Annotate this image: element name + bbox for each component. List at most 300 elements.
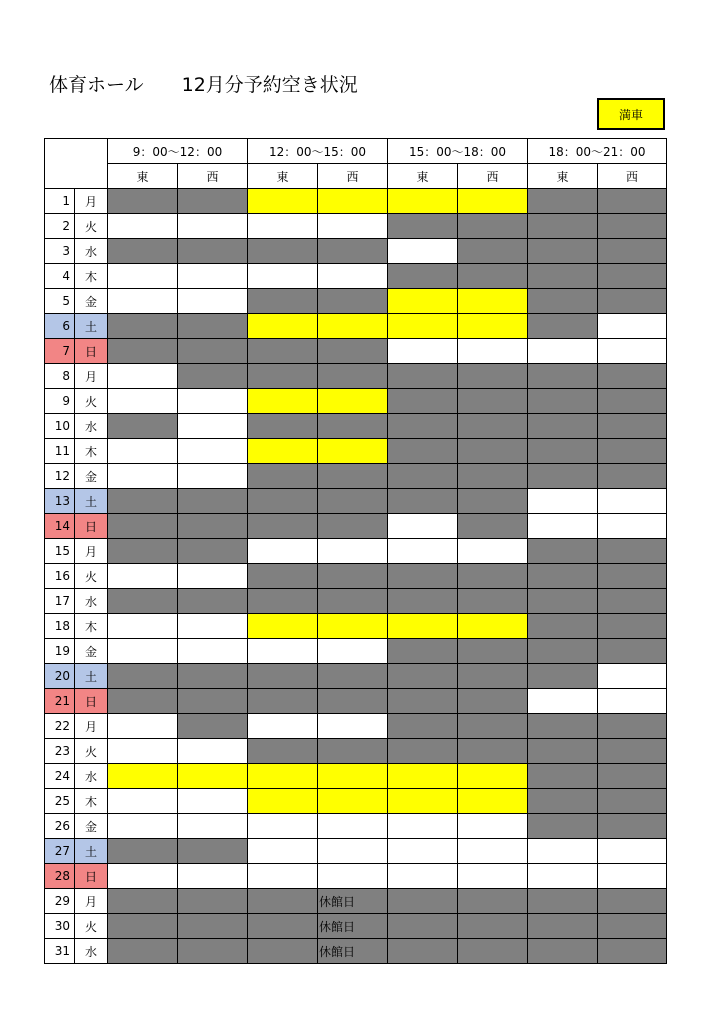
- slot-cell: [318, 464, 388, 489]
- slot-cell: [458, 839, 528, 864]
- slot-cell: [108, 239, 178, 264]
- slot-cell: [388, 414, 458, 439]
- slot-cell: [108, 789, 178, 814]
- slot-cell: [178, 939, 248, 964]
- weekday-cell: 土: [75, 489, 108, 514]
- weekday-cell: 月: [75, 714, 108, 739]
- slot-cell: [388, 489, 458, 514]
- table-row: [45, 664, 667, 689]
- slot-cell: [248, 939, 318, 964]
- slot-cell: [458, 389, 528, 414]
- slot-cell: [248, 489, 318, 514]
- slot-cell: [598, 589, 667, 614]
- slot-cell: [248, 314, 318, 339]
- time-slot-header: 18：00～21：00: [528, 139, 667, 164]
- table-row: [45, 439, 667, 464]
- slot-cell: [178, 489, 248, 514]
- weekday-cell: 木: [75, 264, 108, 289]
- slot-cell: [248, 789, 318, 814]
- slot-cell: [108, 664, 178, 689]
- slot-cell: [528, 314, 598, 339]
- table-row: [45, 539, 667, 564]
- slot-cell: [318, 314, 388, 339]
- side-header: 西: [178, 164, 248, 189]
- weekday-cell: 金: [75, 814, 108, 839]
- slot-cell: [598, 389, 667, 414]
- table-row: [45, 339, 667, 364]
- slot-cell: [248, 364, 318, 389]
- slot-cell: [318, 239, 388, 264]
- table-row: [45, 914, 667, 939]
- slot-cell: [178, 714, 248, 739]
- slot-cell: [318, 289, 388, 314]
- day-number-cell: 22: [45, 714, 75, 739]
- slot-cell: [318, 914, 388, 939]
- slot-cell: [178, 464, 248, 489]
- slot-cell: [178, 914, 248, 939]
- slot-cell: [528, 714, 598, 739]
- weekday-cell: 金: [75, 289, 108, 314]
- weekday-cell: 日: [75, 689, 108, 714]
- slot-cell: [528, 439, 598, 464]
- slot-cell: [108, 314, 178, 339]
- slot-cell: [248, 539, 318, 564]
- slot-cell: [248, 239, 318, 264]
- slot-cell: [248, 414, 318, 439]
- slot-cell: [388, 864, 458, 889]
- slot-cell: [318, 889, 388, 914]
- slot-cell: [528, 414, 598, 439]
- slot-cell: [108, 614, 178, 639]
- slot-cell: [598, 439, 667, 464]
- slot-cell: [178, 839, 248, 864]
- slot-cell: [248, 389, 318, 414]
- slot-cell: [458, 289, 528, 314]
- slot-cell: [178, 889, 248, 914]
- slot-cell: [178, 639, 248, 664]
- slot-cell: [318, 214, 388, 239]
- slot-cell: [598, 339, 667, 364]
- table-row: [45, 364, 667, 389]
- weekday-cell: 火: [75, 389, 108, 414]
- table-row: [45, 564, 667, 589]
- slot-cell: [458, 264, 528, 289]
- slot-cell: [178, 189, 248, 214]
- day-number-cell: 27: [45, 839, 75, 864]
- day-number-cell: 10: [45, 414, 75, 439]
- table-row: [45, 264, 667, 289]
- slot-cell: [108, 814, 178, 839]
- slot-cell: [388, 264, 458, 289]
- slot-cell: [458, 814, 528, 839]
- slot-cell: [248, 764, 318, 789]
- slot-cell: [388, 464, 458, 489]
- slot-cell: [598, 364, 667, 389]
- slot-cell: [388, 389, 458, 414]
- slot-cell: [108, 414, 178, 439]
- slot-cell: [178, 564, 248, 589]
- slot-cell: [528, 839, 598, 864]
- slot-cell: [528, 864, 598, 889]
- slot-cell: [528, 364, 598, 389]
- reservation-table: [44, 138, 667, 964]
- slot-cell: [108, 489, 178, 514]
- slot-cell: [598, 639, 667, 664]
- slot-cell: [318, 439, 388, 464]
- slot-cell: [248, 514, 318, 539]
- slot-cell: [598, 864, 667, 889]
- slot-cell: [598, 789, 667, 814]
- slot-cell: [108, 514, 178, 539]
- slot-cell: [528, 614, 598, 639]
- slot-cell: [178, 864, 248, 889]
- table-row: [45, 239, 667, 264]
- slot-cell: [248, 439, 318, 464]
- slot-cell: [598, 739, 667, 764]
- day-number-cell: 24: [45, 764, 75, 789]
- slot-cell: [388, 514, 458, 539]
- slot-cell: [318, 714, 388, 739]
- slot-cell: [248, 664, 318, 689]
- side-header: 東: [528, 164, 598, 189]
- slot-cell: [528, 689, 598, 714]
- slot-cell: [528, 939, 598, 964]
- slot-cell: [388, 789, 458, 814]
- day-number-cell: 1: [45, 189, 75, 214]
- slot-cell: [178, 214, 248, 239]
- slot-cell: [108, 214, 178, 239]
- slot-cell: [318, 364, 388, 389]
- slot-cell: [528, 539, 598, 564]
- weekday-cell: 土: [75, 314, 108, 339]
- slot-cell: [458, 414, 528, 439]
- day-number-cell: 26: [45, 814, 75, 839]
- day-number-cell: 6: [45, 314, 75, 339]
- slot-cell: [248, 464, 318, 489]
- slot-cell: [248, 914, 318, 939]
- slot-cell: [458, 614, 528, 639]
- slot-cell: [108, 364, 178, 389]
- slot-cell: [248, 614, 318, 639]
- side-header: 東: [108, 164, 178, 189]
- slot-cell: [598, 414, 667, 439]
- slot-cell: [178, 414, 248, 439]
- table-row: [45, 864, 667, 889]
- legend-full-indicator: 満車: [597, 98, 665, 130]
- weekday-cell: 水: [75, 939, 108, 964]
- slot-cell: [458, 464, 528, 489]
- table-row: [45, 514, 667, 539]
- slot-cell: [528, 564, 598, 589]
- slot-cell: [108, 839, 178, 864]
- weekday-cell: 火: [75, 564, 108, 589]
- weekday-cell: 火: [75, 739, 108, 764]
- weekday-cell: 土: [75, 664, 108, 689]
- table-row: [45, 389, 667, 414]
- day-number-cell: 2: [45, 214, 75, 239]
- slot-cell: [458, 514, 528, 539]
- time-slot-header: 12：00～15：00: [248, 139, 388, 164]
- slot-cell: [388, 714, 458, 739]
- table-row: [45, 739, 667, 764]
- slot-cell: [318, 389, 388, 414]
- slot-cell: [108, 439, 178, 464]
- slot-cell: [178, 264, 248, 289]
- slot-cell: [248, 289, 318, 314]
- slot-cell: [318, 939, 388, 964]
- slot-cell: [248, 839, 318, 864]
- slot-cell: [598, 239, 667, 264]
- day-number-cell: 29: [45, 889, 75, 914]
- slot-cell: [458, 564, 528, 589]
- slot-cell: [598, 564, 667, 589]
- slot-cell: [528, 589, 598, 614]
- slot-cell: [108, 889, 178, 914]
- weekday-cell: 木: [75, 789, 108, 814]
- slot-cell: [248, 564, 318, 589]
- slot-cell: [108, 589, 178, 614]
- time-slot-header: 15：00～18：00: [388, 139, 528, 164]
- slot-cell: [318, 789, 388, 814]
- slot-cell: [318, 514, 388, 539]
- table-row: [45, 939, 667, 964]
- slot-cell: [598, 189, 667, 214]
- slot-cell: [108, 639, 178, 664]
- slot-cell: [598, 489, 667, 514]
- slot-cell: [528, 389, 598, 414]
- day-number-cell: 21: [45, 689, 75, 714]
- table-row: [45, 614, 667, 639]
- slot-cell: [458, 214, 528, 239]
- slot-cell: [598, 314, 667, 339]
- slot-cell: [318, 539, 388, 564]
- slot-cell: [458, 364, 528, 389]
- slot-cell: [108, 764, 178, 789]
- weekday-cell: 水: [75, 764, 108, 789]
- slot-cell: [528, 289, 598, 314]
- slot-cell: [318, 764, 388, 789]
- slot-cell: [598, 814, 667, 839]
- slot-cell: [178, 314, 248, 339]
- slot-cell: [318, 489, 388, 514]
- slot-cell: [458, 539, 528, 564]
- slot-cell: [178, 614, 248, 639]
- slot-cell: [178, 689, 248, 714]
- slot-cell: [528, 814, 598, 839]
- weekday-cell: 火: [75, 214, 108, 239]
- slot-cell: [108, 939, 178, 964]
- day-number-cell: 14: [45, 514, 75, 539]
- slot-cell: [108, 689, 178, 714]
- day-number-cell: 20: [45, 664, 75, 689]
- slot-cell: [248, 689, 318, 714]
- slot-cell: [178, 439, 248, 464]
- slot-cell: [318, 814, 388, 839]
- slot-cell: [318, 189, 388, 214]
- slot-cell: [458, 339, 528, 364]
- slot-cell: [598, 714, 667, 739]
- slot-cell: [458, 764, 528, 789]
- corner-cell: [45, 139, 108, 189]
- slot-cell: [178, 514, 248, 539]
- slot-cell: [108, 864, 178, 889]
- slot-cell: [388, 639, 458, 664]
- slot-cell: [528, 889, 598, 914]
- slot-cell: [598, 889, 667, 914]
- slot-cell: [318, 639, 388, 664]
- day-number-cell: 15: [45, 539, 75, 564]
- slot-cell: [598, 514, 667, 539]
- day-number-cell: 17: [45, 589, 75, 614]
- slot-cell: [388, 614, 458, 639]
- slot-cell: [248, 864, 318, 889]
- slot-cell: [318, 614, 388, 639]
- slot-cell: [248, 714, 318, 739]
- slot-cell: [108, 339, 178, 364]
- slot-cell: [108, 464, 178, 489]
- side-header: 西: [318, 164, 388, 189]
- day-number-cell: 5: [45, 289, 75, 314]
- weekday-cell: 月: [75, 364, 108, 389]
- weekday-cell: 日: [75, 864, 108, 889]
- slot-cell: [108, 714, 178, 739]
- slot-cell: [528, 264, 598, 289]
- slot-cell: [388, 189, 458, 214]
- table-row: [45, 639, 667, 664]
- slot-cell: [108, 564, 178, 589]
- day-number-cell: 19: [45, 639, 75, 664]
- slot-cell: [598, 939, 667, 964]
- slot-cell: [388, 814, 458, 839]
- day-number-cell: 25: [45, 789, 75, 814]
- table-row: [45, 764, 667, 789]
- slot-cell: [388, 239, 458, 264]
- slot-cell: [178, 239, 248, 264]
- slot-cell: [388, 889, 458, 914]
- table-row: [45, 289, 667, 314]
- slot-cell: [178, 589, 248, 614]
- slot-cell: [108, 264, 178, 289]
- slot-cell: [528, 239, 598, 264]
- slot-cell: [528, 489, 598, 514]
- slot-cell: [528, 189, 598, 214]
- table-row: [45, 889, 667, 914]
- slot-cell: [458, 489, 528, 514]
- side-header-row: [45, 164, 667, 189]
- slot-cell: [598, 689, 667, 714]
- slot-cell: [388, 589, 458, 614]
- slot-cell: [528, 664, 598, 689]
- slot-cell: [318, 839, 388, 864]
- slot-cell: [318, 564, 388, 589]
- slot-cell: [598, 839, 667, 864]
- slot-cell: [458, 789, 528, 814]
- weekday-cell: 土: [75, 839, 108, 864]
- weekday-cell: 水: [75, 414, 108, 439]
- slot-cell: [248, 739, 318, 764]
- day-number-cell: 8: [45, 364, 75, 389]
- slot-cell: [318, 739, 388, 764]
- slot-cell: [598, 214, 667, 239]
- slot-cell: [528, 214, 598, 239]
- slot-cell: [598, 664, 667, 689]
- slot-cell: [388, 539, 458, 564]
- slot-cell: [388, 314, 458, 339]
- page-title: 体育ホール 12月分予約空き状況: [49, 74, 358, 96]
- slot-cell: [528, 764, 598, 789]
- slot-cell: [528, 514, 598, 539]
- day-number-cell: 7: [45, 339, 75, 364]
- weekday-cell: 水: [75, 589, 108, 614]
- slot-cell: [388, 289, 458, 314]
- weekday-cell: 日: [75, 514, 108, 539]
- slot-cell: [388, 739, 458, 764]
- day-number-cell: 23: [45, 739, 75, 764]
- slot-cell: [178, 339, 248, 364]
- side-header: 西: [458, 164, 528, 189]
- slot-cell: [248, 339, 318, 364]
- slot-cell: [528, 789, 598, 814]
- slot-cell: [528, 464, 598, 489]
- slot-cell: [388, 914, 458, 939]
- table-row: [45, 464, 667, 489]
- slot-cell: [318, 664, 388, 689]
- slot-cell: [178, 664, 248, 689]
- table-row: [45, 314, 667, 339]
- weekday-cell: 日: [75, 339, 108, 364]
- closed-label: 休館日: [319, 944, 356, 959]
- slot-cell: [178, 539, 248, 564]
- slot-cell: [388, 439, 458, 464]
- table-row: [45, 214, 667, 239]
- weekday-cell: 金: [75, 464, 108, 489]
- table-row: [45, 839, 667, 864]
- time-slot-header-row: [45, 139, 667, 164]
- day-number-cell: 9: [45, 389, 75, 414]
- day-number-cell: 3: [45, 239, 75, 264]
- weekday-cell: 木: [75, 439, 108, 464]
- slot-cell: [248, 264, 318, 289]
- closed-label: 休館日: [319, 919, 356, 934]
- slot-cell: [458, 889, 528, 914]
- table-row: [45, 489, 667, 514]
- slot-cell: [178, 364, 248, 389]
- slot-cell: [388, 364, 458, 389]
- day-number-cell: 31: [45, 939, 75, 964]
- table-row: [45, 689, 667, 714]
- slot-cell: [318, 339, 388, 364]
- slot-cell: [458, 589, 528, 614]
- slot-cell: [108, 289, 178, 314]
- slot-cell: [458, 864, 528, 889]
- slot-cell: [318, 589, 388, 614]
- slot-cell: [108, 539, 178, 564]
- side-header: 東: [248, 164, 318, 189]
- slot-cell: [248, 189, 318, 214]
- closed-label: 休館日: [319, 894, 356, 909]
- slot-cell: [458, 314, 528, 339]
- day-number-cell: 30: [45, 914, 75, 939]
- weekday-cell: 水: [75, 239, 108, 264]
- table-row: [45, 189, 667, 214]
- slot-cell: [458, 939, 528, 964]
- slot-cell: [458, 914, 528, 939]
- table-row: [45, 414, 667, 439]
- table-row: [45, 589, 667, 614]
- day-number-cell: 13: [45, 489, 75, 514]
- weekday-cell: 月: [75, 539, 108, 564]
- side-header: 東: [388, 164, 458, 189]
